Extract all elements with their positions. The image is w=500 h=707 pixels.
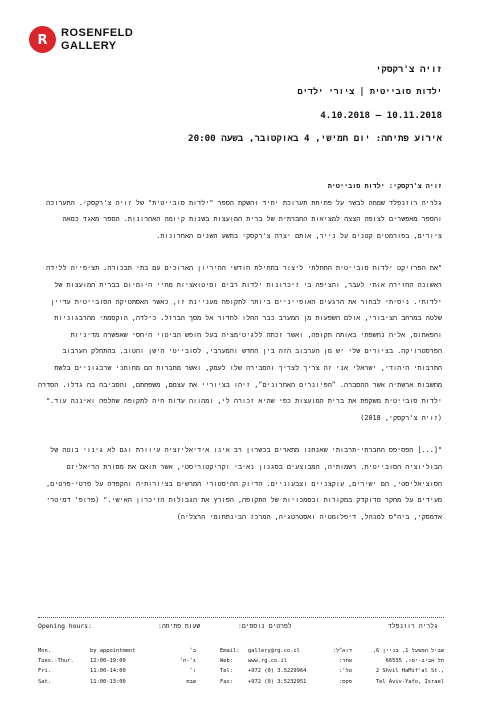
hours-day: Mon. <box>38 648 51 654</box>
address-line: שביל המפעל 1, בניין 6, <box>372 648 444 654</box>
contact-label-he: דוא״ל: <box>332 648 352 654</box>
paragraph-critic-quote: "[...] הפסיפס החברתי-תרבותי שאנחנו מתארים בכשרון רב אינו אידיאליזציה עיוורת וגם לא גינוי בוטה של הבוליוציה הסובייטית. רשמותיה, המבוצעים בסגנון נאיבי וקריקטוריסטי, אשר תואם את מסורת הריאליזם הסוציאליסטי, הם ישירים, עוקצניים וצבעוניים. הדיוק ההיסטורי המרשים בציורותיה והקפדה על פרטי-פרטים, מעידים על מחקר מדוקדק במקורות ובסמכויות של התקופה, הפורץ את הגבולות הזיכרון האישי." (פרופ' דמיטרי אדמסקי, ביה"ס למנהל, דיפלומטיה ואסטרטגיה, המרכז הבינתחומי הרצליה) <box>46 446 442 521</box>
hours-day-he: ב׳ <box>189 648 196 654</box>
hours-values <box>90 646 135 687</box>
hours-value: 11:00-13:00 <box>90 678 126 685</box>
hours-day-he: שבת <box>186 678 196 685</box>
artist-name: זויה צ'רקסקי <box>375 64 442 75</box>
hours-day: Fri. <box>38 668 51 675</box>
exhibition-title: ילדות סובייטית | ציורי ילדים <box>297 87 442 97</box>
hours-day-he: ו׳ <box>189 668 196 675</box>
contact-label-he: לפרטים נוספים: <box>238 622 292 630</box>
contact-labels-he <box>318 646 352 687</box>
logo-text <box>61 27 133 53</box>
exhibition-dates: 10.11.2018 – 4.10.2018 <box>320 110 442 121</box>
hours-label-he: שעות פתיחה: <box>158 622 201 630</box>
hours-day-he: ג׳-ה׳ <box>179 658 196 665</box>
address-line: 2 Shvil HaMif'al St., <box>375 668 444 675</box>
gallery-logo <box>29 26 133 53</box>
body-subtitle: זויה צ'רקסקי: ילדות סובייטית <box>327 182 442 190</box>
contact-label: Fax: <box>220 678 233 685</box>
paragraph-artist-quote: "את הפרויקט ילדות סובייטית התחלתי ליצור בתחילת חודשי ההיריון הארוכים עם בתי תבכורה. תציפייה ללידה ראשונה החזירה אותי לעבר, והציפה בי זיכרונות ילדות רבים וסיטואציות מחיי היומיום בברית המועצות של ילדותי. ניסיתי לבחור את הרגעים האופייניים ביותר לתקופה מעניינת זו, כאשר האסתטיקה הסובייטית עדיין שלטה במרחב הציבורי, אולם השפעות מן המערב כבר החלו לחדור אל מסך הברזל. כילדה, הוקסמתי מהרבגוניות והפאתוס, אליה נחשפתי באותה תקופה, ואשר זכתה ללגיטימציה בעל חופש הביטוי היחסי שאפשרה מדיניות הפרסטרויקה. בציורים שלי יש מן הערבוב הזה בין החדש והמערבי, לסובייטי הישן והטוב. בהתחלק הערבוב התרבותי היהודי, ישראלי אני זה צריך לצריך והסבירה שלו לעמק, ואשר מחברות הם מחותני שרבגוניים בלשת מחשבות ארשתיה אשר ההסברה. ״הפיונרים האחרונים״, זיהו בציוריי את עצמם, משפחתם, והסביבה בה גדלו. הסדרה ילדות סובייטית משקפת את ברית המועצות כפי שהיא זכורה לי, ומהווה עדות חיה לתקופה שחלפה ואיננה עוד." (זויה צ'רקסקי, 2018) <box>37 264 442 422</box>
fax-value: +972 (0) 3.5232951 <box>248 678 307 685</box>
gallery-label-he: גלריה רוזנפלד <box>388 622 438 630</box>
gallery-address <box>362 646 444 687</box>
contact-values <box>248 646 306 687</box>
phone-value: +972 (0) 3.5229964 <box>248 668 307 675</box>
contact-label-he: פקס: <box>339 678 352 685</box>
email-link[interactable]: gallery@rg.co.il <box>248 648 300 654</box>
document-header <box>82 58 442 150</box>
hours-day: Sat. <box>38 678 51 685</box>
hours-days-en <box>38 646 74 687</box>
hours-days-he <box>160 646 196 687</box>
logo-mark-icon <box>29 26 56 53</box>
paragraph-intro: גלריה רוזנפלד שמחה לבשר על פתיחת תערוכת יחיד והשקת הספר "ילדות סובייטית" של זויה צ'רקסקי. התערוכה והספר מאפשרים לצופה הצצה למציאות החברתית של ברית המועצות בשנות קיומה האחרונות. הספר מאגד כמאה ציורים, בפורמטים קטנים על נייר, אותם יצרה צ'רקסקי בתשע השנים האחרונות. <box>46 198 442 240</box>
hours-day: Tues.-Thur. <box>38 658 74 665</box>
press-release-body <box>32 178 442 525</box>
hours-label-en: Opening hours: <box>38 622 92 630</box>
hours-value: by appointment <box>90 648 136 654</box>
hours-value: 12:00-19:00 <box>90 658 126 665</box>
svg-text:R: R <box>37 33 48 48</box>
contact-label: Tel: <box>220 668 233 675</box>
contact-label-he: טל׳: <box>339 668 352 675</box>
logo-r-icon <box>34 31 51 48</box>
contact-label: Email: <box>220 648 240 654</box>
address-line: תל אביב-יפו, 66535 <box>385 658 444 665</box>
contact-label-he: אתר: <box>339 658 352 665</box>
footer-divider <box>38 617 444 618</box>
contact-label: Web: <box>220 658 233 665</box>
brand-line2: GALLERY <box>61 39 117 52</box>
address-line: Tel Aviv-Yafo, Israel <box>375 678 444 685</box>
contact-labels-en <box>220 646 239 687</box>
opening-event: אירוע פתיחה: יום חמישי, 4 באוקטובר, בשעה 20:00 <box>188 133 442 144</box>
web-link[interactable]: www.rg.co.il <box>248 658 287 665</box>
hours-value: 11:00-14:00 <box>90 668 126 675</box>
brand-line1: ROSENFELD <box>61 26 134 39</box>
